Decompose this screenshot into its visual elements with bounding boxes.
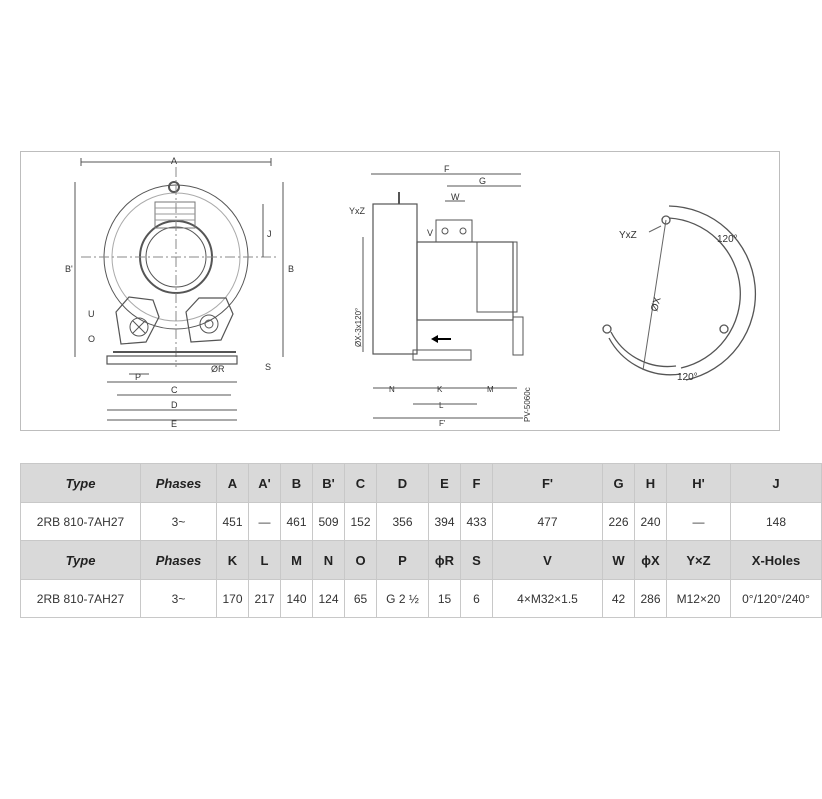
cell-l: 217 — [249, 580, 281, 618]
dim-b-label: B — [288, 264, 295, 274]
col-phases-2: Phases — [141, 541, 217, 580]
dim-x-angle-label: ØX-3x120° — [354, 307, 363, 347]
dim-v-label: V — [427, 228, 434, 238]
col-v: V — [493, 541, 603, 580]
front-view — [75, 158, 283, 420]
cell-p: G 2 ½ — [377, 580, 429, 618]
col-k: K — [217, 541, 249, 580]
dim-p-label: P — [135, 372, 142, 382]
col-m: M — [281, 541, 313, 580]
col-d: D — [377, 464, 429, 503]
col-type: Type — [21, 464, 141, 503]
header-row-1 — [21, 464, 822, 503]
col-n: N — [313, 541, 345, 580]
cell-m: 140 — [281, 580, 313, 618]
col-a: A — [217, 464, 249, 503]
col-s: S — [461, 541, 493, 580]
cell-phases-2: 3~ — [141, 580, 217, 618]
col-r: ϕR — [429, 541, 461, 580]
cell-n: 124 — [313, 580, 345, 618]
model-code-label: PV-5060c — [523, 387, 532, 422]
cell-e: 394 — [429, 503, 461, 541]
terminal-box — [436, 220, 472, 242]
cell-b: 461 — [281, 503, 313, 541]
hole-right — [720, 325, 728, 333]
dim-d-label: D — [171, 400, 178, 410]
header-row-2 — [21, 541, 822, 580]
cell-j: 148 — [731, 503, 822, 541]
col-a-prime: A' — [249, 464, 281, 503]
col-phases: Phases — [141, 464, 217, 503]
cell-f-prime: 477 — [493, 503, 603, 541]
dim-s-label: S — [265, 362, 272, 372]
cell-k: 170 — [217, 580, 249, 618]
dim-o-label: O — [88, 334, 96, 344]
dim-fp-label: F' — [439, 419, 446, 428]
col-p: P — [377, 541, 429, 580]
side-motor — [417, 242, 513, 320]
cell-w: 42 — [603, 580, 635, 618]
cell-o: 65 — [345, 580, 377, 618]
data-row-1 — [21, 503, 822, 541]
cell-c: 152 — [345, 503, 377, 541]
cell-x-holes: 0°/120°/240° — [731, 580, 822, 618]
dim-l-label: L — [439, 401, 444, 410]
base-plate — [107, 356, 237, 364]
dim-yxz-label: YxZ — [349, 206, 366, 216]
col-f: F — [461, 464, 493, 503]
cell-v: 4×M32×1.5 — [493, 580, 603, 618]
col-j: J — [731, 464, 822, 503]
dim-f-label: F — [444, 164, 450, 174]
angle-label-bottom: 120° — [677, 372, 698, 383]
dim-g-label: G — [479, 176, 487, 186]
lifting-eye — [169, 182, 179, 192]
col-f-prime: F' — [493, 464, 603, 503]
dim-n-label: N — [389, 385, 395, 394]
cell-a-prime: — — [249, 503, 281, 541]
col-h: H — [635, 464, 667, 503]
dim-w-label: W — [451, 192, 460, 202]
hole-arc-outer — [669, 206, 755, 380]
cell-h-prime: — — [667, 503, 731, 541]
cell-b-prime: 509 — [313, 503, 345, 541]
col-b-prime: B' — [313, 464, 345, 503]
cell-s: 6 — [461, 580, 493, 618]
cell-type-2: 2RB 810-7AH27 — [21, 580, 141, 618]
dim-c-label: C — [171, 385, 178, 395]
col-c: C — [345, 464, 377, 503]
data-row-2 — [21, 580, 822, 618]
cell-r: 15 — [429, 580, 461, 618]
col-w: W — [603, 541, 635, 580]
cell-g: 226 — [603, 503, 635, 541]
dim-m-label: M — [487, 385, 494, 394]
cell-f: 433 — [461, 503, 493, 541]
col-l: L — [249, 541, 281, 580]
cell-a: 451 — [217, 503, 249, 541]
col-x-holes: X-Holes — [731, 541, 822, 580]
col-e: E — [429, 464, 461, 503]
technical-drawing — [20, 151, 780, 431]
inlet-port — [116, 297, 159, 344]
hole-pattern-labels — [619, 230, 738, 383]
cell-h: 240 — [635, 503, 667, 541]
cell-type: 2RB 810-7AH27 — [21, 503, 141, 541]
spec-table — [20, 463, 822, 618]
drawing-canvas — [21, 152, 781, 432]
col-b: B — [281, 464, 313, 503]
dim-j-label: J — [267, 229, 272, 239]
dim-k-label: K — [437, 385, 443, 394]
col-type-2: Type — [21, 541, 141, 580]
dim-a-label: A — [171, 156, 178, 166]
cell-yxz: M12×20 — [667, 580, 731, 618]
cell-x: 286 — [635, 580, 667, 618]
dim-r-label: ØR — [211, 364, 225, 374]
hole-yxz-label: YxZ — [619, 230, 637, 241]
cell-d: 356 — [377, 503, 429, 541]
angle-label-top: 120° — [717, 234, 738, 245]
col-g: G — [603, 464, 635, 503]
col-h-prime: H' — [667, 464, 731, 503]
col-x: ϕX — [635, 541, 667, 580]
dim-bp-label: B' — [65, 264, 73, 274]
side-view — [363, 174, 523, 418]
dim-e-label: E — [171, 419, 178, 429]
dim-u-label: U — [88, 309, 95, 319]
col-o: O — [345, 541, 377, 580]
side-housing — [373, 204, 417, 354]
col-yxz: Y×Z — [667, 541, 731, 580]
cell-phases: 3~ — [141, 503, 217, 541]
diameter-x-label: ØX — [649, 295, 664, 313]
hole-left — [603, 325, 611, 333]
